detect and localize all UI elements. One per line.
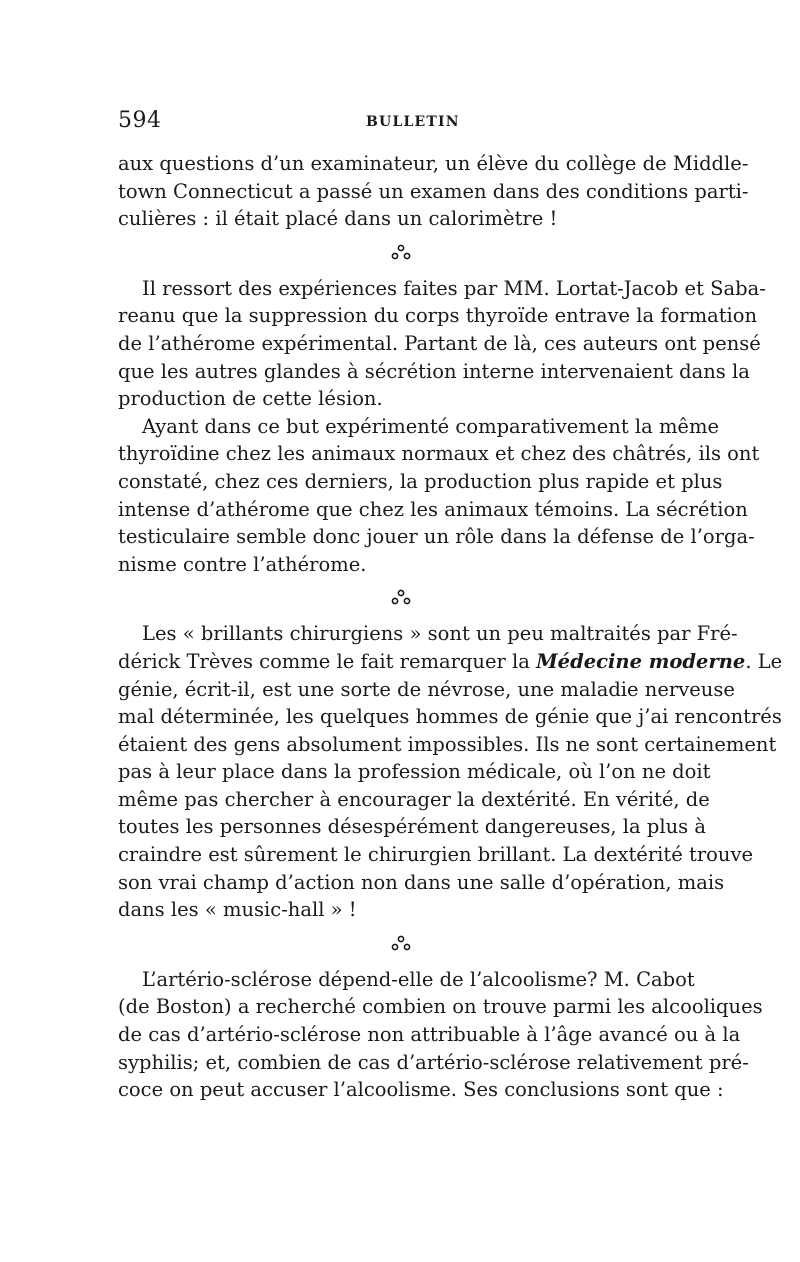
text-line: testiculaire semble donc jouer un rôle dans la défense de l’orga- bbox=[118, 525, 755, 549]
asterism-icon bbox=[390, 934, 412, 952]
text-line: même pas chercher à encourager la dextérité. En vérité, de bbox=[118, 787, 710, 811]
asterism-separator bbox=[118, 924, 683, 966]
text-line: Les « brillants chirurgiens » sont un peu maltraités par Fré- bbox=[142, 622, 738, 646]
text-line: production de cette lésion. bbox=[118, 387, 383, 411]
text-line: dans les « music-hall » ! bbox=[118, 898, 357, 922]
running-head: BULLETIN bbox=[366, 114, 460, 130]
text-line: mal déterminée, les quelques hommes de génie que j’ai rencontrés bbox=[118, 705, 782, 729]
text-line: génie, écrit-il, est une sorte de névrose, une maladie nerveuse bbox=[118, 677, 735, 701]
text-line: intense d’athérome que chez les animaux témoins. La sécrétion bbox=[118, 497, 748, 521]
paragraph bbox=[118, 620, 783, 924]
text-line: Ayant dans ce but expérimenté comparativement la même bbox=[142, 414, 720, 438]
text-line: aux questions d’un examinateur, un élève du collège de Middle- bbox=[118, 152, 749, 175]
text-line: coce on peut accuser l’alcoolisme. Ses conclusions sont que : bbox=[118, 1078, 724, 1102]
page-number: 594 bbox=[118, 108, 162, 133]
asterism-icon bbox=[390, 588, 412, 606]
paragraph bbox=[118, 966, 763, 1104]
asterism-separator bbox=[118, 578, 683, 620]
text-line: constaté, chez ces derniers, la production plus rapide et plus bbox=[118, 469, 723, 493]
text-line: de l’athérome expérimental. Partant de là, ces auteurs ont pensé bbox=[118, 331, 761, 355]
text-line: que les autres glandes à sécrétion interne intervenaient dans la bbox=[118, 359, 750, 383]
text-fragment: . Le bbox=[745, 649, 783, 673]
journal-title: Médecine moderne bbox=[536, 649, 746, 673]
asterism-separator bbox=[118, 233, 683, 275]
text-line: (de Boston) a recherché combien on trouve parmi les alcooliques bbox=[118, 995, 763, 1019]
text-line: son vrai champ d’action non dans une salle d’opération, mais bbox=[118, 870, 725, 894]
text-line: thyroïdine chez les animaux normaux et chez des châtrés, ils ont bbox=[118, 442, 760, 466]
text-line: pas à leur place dans la profession médicale, où l’on ne doit bbox=[118, 760, 711, 784]
text-line-with-title bbox=[118, 648, 783, 676]
text-line: culières : il était placé dans un calorimètre ! bbox=[118, 207, 558, 231]
text-line: syphilis; et, combien de cas d’artério-sclérose relativement pré- bbox=[118, 1050, 749, 1074]
text-line: nisme contre l’athérome. bbox=[118, 552, 367, 576]
text-fragment: dérick Trèves comme le fait remarquer la bbox=[118, 649, 530, 673]
text-line: de cas d’artério-sclérose non attribuable à l’âge avancé ou à la bbox=[118, 1023, 741, 1047]
body-text bbox=[118, 150, 783, 1104]
text-line: toutes les personnes désespérément dangereuses, la plus à bbox=[118, 815, 706, 839]
text-line: town Connecticut a passé un examen dans des conditions parti- bbox=[118, 179, 749, 203]
text-line: Il ressort des expériences faites par MM. Lortat-Jacob et Saba- bbox=[142, 276, 766, 300]
paragraph bbox=[118, 150, 749, 233]
text-line: reanu que la suppression du corps thyroïde entrave la formation bbox=[118, 304, 758, 328]
page-header bbox=[118, 108, 683, 138]
text-line: craindre est sûrement le chirurgien brillant. La dextérité trouve bbox=[118, 843, 753, 867]
paragraph bbox=[118, 413, 760, 579]
asterism-icon bbox=[390, 243, 412, 261]
paragraph bbox=[118, 275, 766, 413]
text-line: L’artério-sclérose dépend-elle de l’alcoolisme? M. Cabot bbox=[142, 967, 695, 991]
text-line: étaient des gens absolument impossibles. Ils ne sont certainement bbox=[118, 732, 777, 756]
